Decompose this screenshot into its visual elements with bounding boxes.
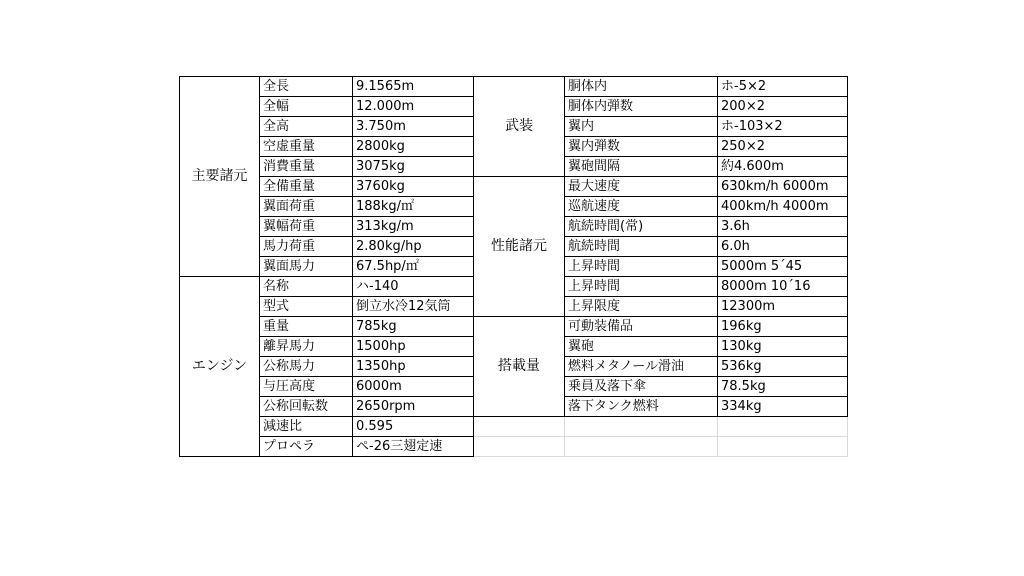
spec-label: 翼面馬力 [260,257,353,277]
spec-value: 630km/h 6000m [718,177,848,197]
spec-value: 12.000m [353,97,474,117]
spec-label: 胴体内 [565,77,718,97]
spec-value: 6000m [353,377,474,397]
spec-label: 最大速度 [565,177,718,197]
spec-label: 離昇馬力 [260,337,353,357]
spec-label: 燃料メタノール滑油 [565,357,718,377]
spec-value: 334kg [718,397,848,417]
spec-label: 上昇時間 [565,257,718,277]
spec-label: 落下タンク燃料 [565,397,718,417]
spec-value: 12300m [718,297,848,317]
spec-value: 188kg/㎡ [353,197,474,217]
spec-label: 減速比 [260,417,353,437]
spec-value: 5000m 5´45 [718,257,848,277]
spec-label: 馬力荷重 [260,237,353,257]
group-title: エンジン [180,277,260,457]
spec-label: 上昇時間 [565,277,718,297]
spec-value: 1500hp [353,337,474,357]
spec-value: ホ-5×2 [718,77,848,97]
spec-label: 全幅 [260,97,353,117]
spec-label: 全高 [260,117,353,137]
spec-label: 与圧高度 [260,377,353,397]
spec-value: 3760kg [353,177,474,197]
spec-value: 250×2 [718,137,848,157]
spec-label: 公称馬力 [260,357,353,377]
spec-label: 公称回転数 [260,397,353,417]
group-title: 搭載量 [474,317,565,417]
spec-value: ペ-26三翅定速 [353,437,474,457]
spec-label: 可動装備品 [565,317,718,337]
empty-cell [474,437,565,457]
spec-value: 3.750m [353,117,474,137]
spec-label: 翼砲 [565,337,718,357]
spec-value: ハ-140 [353,277,474,297]
empty-cell [718,417,848,437]
spec-label: 翼内弾数 [565,137,718,157]
spec-label: 巡航速度 [565,197,718,217]
spec-value: 2800kg [353,137,474,157]
spec-label: 翼面荷重 [260,197,353,217]
spec-value: ホ-103×2 [718,117,848,137]
spec-value: 67.5hp/㎡ [353,257,474,277]
spec-value: 785kg [353,317,474,337]
spec-value: 3075kg [353,157,474,177]
spec-label: プロペラ [260,437,353,457]
spec-label: 航続時間 [565,237,718,257]
group-title: 性能諸元 [474,177,565,317]
spec-value: 0.595 [353,417,474,437]
spec-value: 1350hp [353,357,474,377]
spec-label: 翼内 [565,117,718,137]
empty-cell [718,437,848,457]
spec-label: 胴体内弾数 [565,97,718,117]
spec-label: 乗員及落下傘 [565,377,718,397]
spec-table [179,76,848,457]
spec-label: 空虚重量 [260,137,353,157]
spec-value: 78.5kg [718,377,848,397]
spec-value: 6.0h [718,237,848,257]
spec-label: 全備重量 [260,177,353,197]
spec-value: 2650rpm [353,397,474,417]
spec-value: 2.80kg/hp [353,237,474,257]
group-title: 武装 [474,77,565,177]
spec-value: 約4.600m [718,157,848,177]
spec-value: 400km/h 4000m [718,197,848,217]
spec-value: 200×2 [718,97,848,117]
spec-label: 重量 [260,317,353,337]
spec-label: 消費重量 [260,157,353,177]
spec-value: 8000m 10´16 [718,277,848,297]
spec-label: 航続時間(常) [565,217,718,237]
empty-cell [474,417,565,437]
spec-label: 名称 [260,277,353,297]
empty-cell [565,417,718,437]
spec-value: 313kg/m [353,217,474,237]
spec-value: 536kg [718,357,848,377]
spec-value: 196kg [718,317,848,337]
spec-value: 3.6h [718,217,848,237]
spec-label: 全長 [260,77,353,97]
spec-label: 上昇限度 [565,297,718,317]
spec-value: 130kg [718,337,848,357]
spec-value: 9.1565m [353,77,474,97]
spec-label: 翼幅荷重 [260,217,353,237]
empty-cell [565,437,718,457]
spec-value: 倒立水冷12気筒 [353,297,474,317]
spec-label: 翼砲間隔 [565,157,718,177]
spec-label: 型式 [260,297,353,317]
group-title: 主要諸元 [180,77,260,277]
